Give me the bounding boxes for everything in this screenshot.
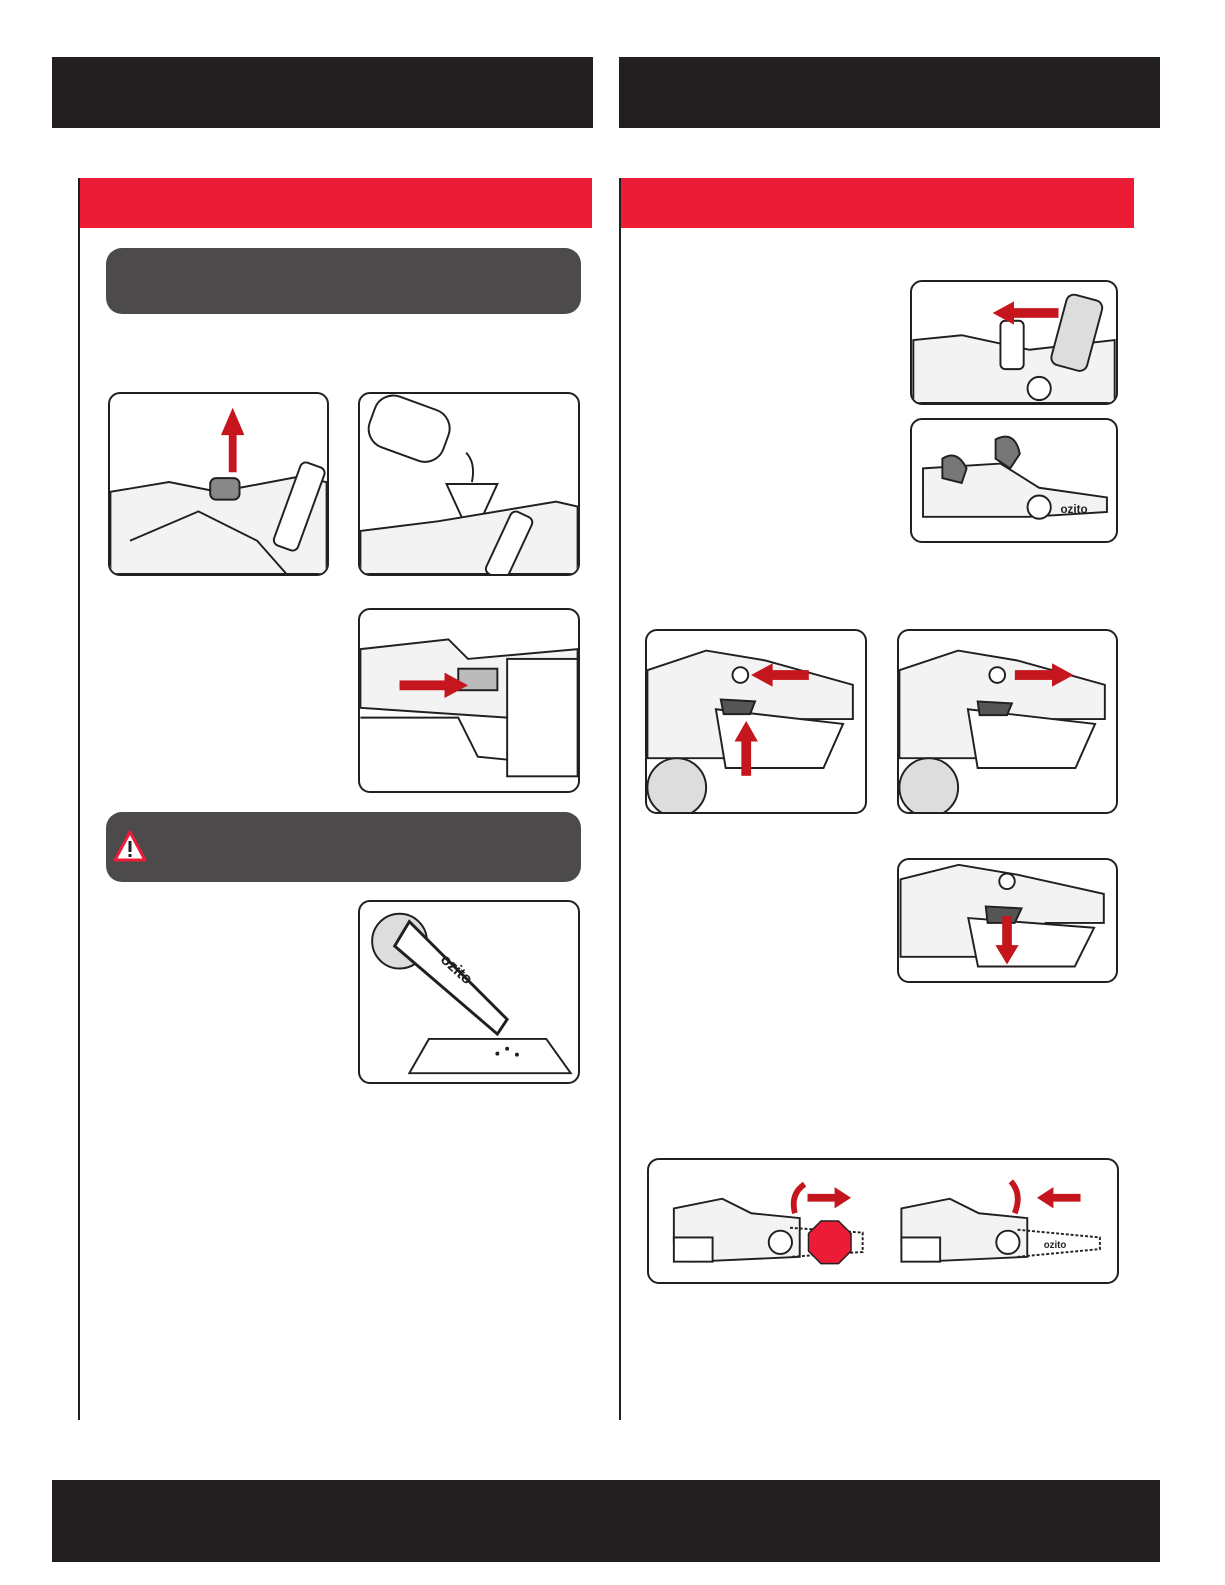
logo-text: ozito bbox=[1043, 1240, 1067, 1252]
section-header-right bbox=[621, 178, 1134, 228]
logo-text: ozito bbox=[437, 951, 476, 989]
footer-banner bbox=[52, 1480, 1160, 1562]
header-banner-left bbox=[52, 57, 593, 128]
figure-lock-off-release bbox=[897, 629, 1118, 814]
saw-running bbox=[901, 1181, 1099, 1261]
saw-braked bbox=[674, 1184, 863, 1263]
header-banner-right bbox=[619, 57, 1160, 128]
figure-remove-oil-cap bbox=[108, 392, 329, 576]
warning-triangle-icon bbox=[113, 830, 147, 862]
figure-oil-level-window bbox=[358, 608, 580, 793]
stop-octagon-icon bbox=[808, 1221, 851, 1264]
column-rule-right bbox=[619, 178, 621, 1420]
logo-text: ozito bbox=[1060, 502, 1088, 516]
section-header-left bbox=[79, 178, 592, 228]
figure-trigger-lock-on bbox=[645, 629, 867, 814]
figure-chain-lubrication-test bbox=[358, 900, 580, 1084]
figure-chain-brake-release bbox=[910, 280, 1118, 405]
note-box bbox=[106, 248, 581, 314]
figure-trigger-release bbox=[897, 858, 1118, 983]
column-rule-left bbox=[78, 178, 80, 1420]
figure-hand-position bbox=[910, 418, 1118, 543]
warning-box bbox=[106, 812, 581, 882]
figure-fill-oil bbox=[358, 392, 580, 576]
figure-chain-brake-operation bbox=[647, 1158, 1119, 1284]
